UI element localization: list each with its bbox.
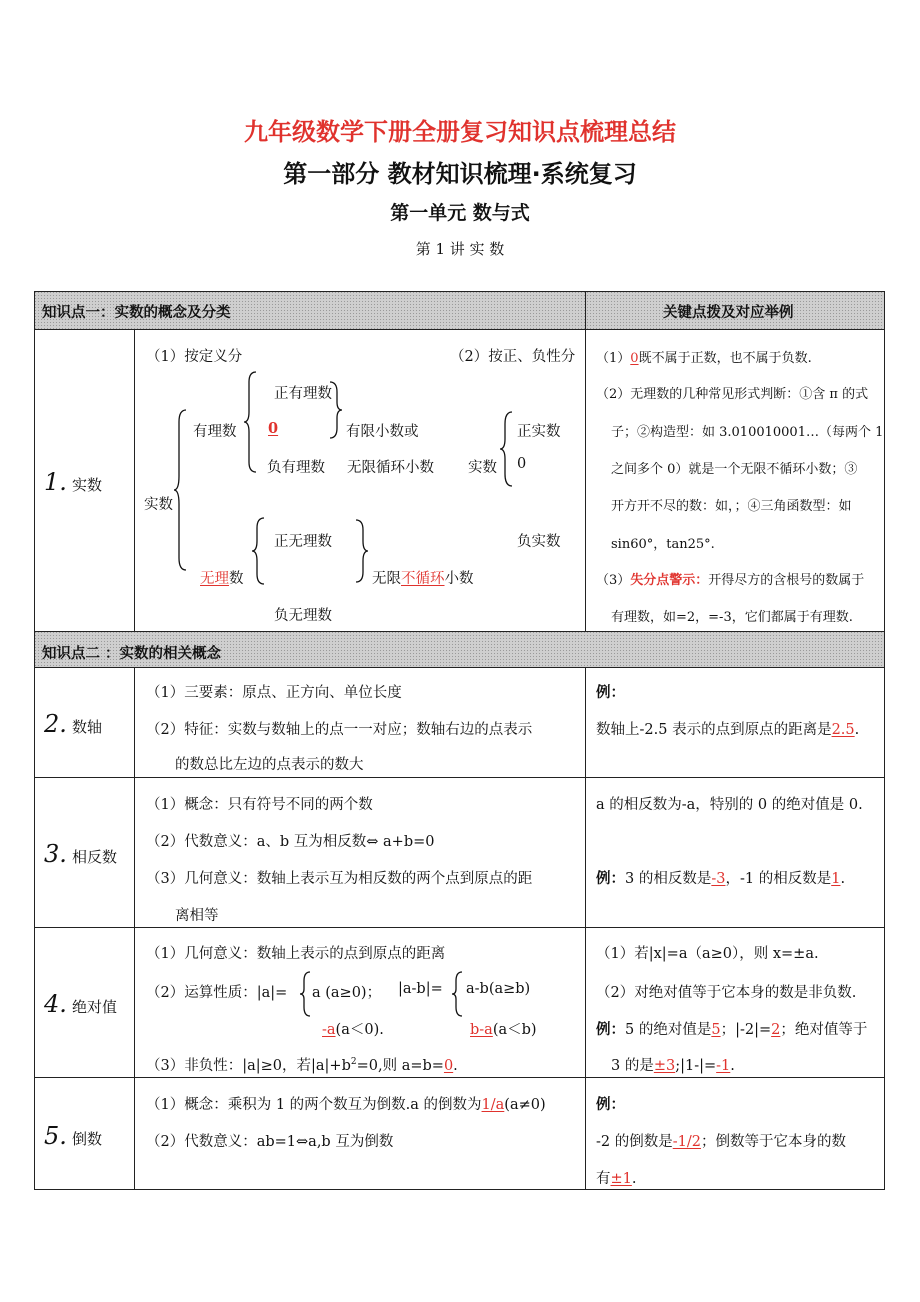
table-line <box>34 291 35 1190</box>
table-line <box>34 1189 885 1190</box>
nonneg-end: . <box>453 1058 458 1074</box>
table-line <box>585 291 586 631</box>
pos-real: 正实数 <box>517 424 561 440</box>
brace-rational-close <box>330 382 344 438</box>
reciprocal-example-l2 <box>596 1167 636 1188</box>
example-text: 数轴上-2.5 表示的点到原点的距离是 <box>596 722 832 738</box>
table-line <box>585 667 586 1190</box>
main-title: 九年级数学下册全册复习知识点梳理总结 <box>244 118 676 146</box>
unit-title: 第一单元 数与式 <box>390 202 530 224</box>
real-root: 实数 <box>144 497 173 513</box>
absolute-l2-pre: （2）运算性质：|a|= <box>146 985 288 1001</box>
number-line-l1: （1）三要素：原点、正方向、单位长度 <box>146 685 402 701</box>
row-label-opposite <box>44 840 117 868</box>
absolute-case2: a-b(a≥b) <box>466 981 531 997</box>
tip-2-line4: 开方开不尽的数：如，；④三角函数型：如 <box>611 499 852 514</box>
example-answer: 1 <box>831 871 841 887</box>
irrational <box>200 567 244 588</box>
tip-3-warning: 失分点警示： <box>630 573 709 588</box>
opposite-l3: （3）几何意义：数轴上表示互为相反数的两个点到原点的距 <box>146 871 533 887</box>
example-end: . <box>730 1058 735 1074</box>
table-line <box>34 927 885 928</box>
number-line-example <box>596 718 859 739</box>
reciprocal-l1 <box>146 1093 546 1114</box>
absolute-neg-a: -a <box>322 1022 336 1038</box>
opposite-example <box>596 867 845 888</box>
absolute-case1b <box>322 1018 384 1039</box>
tip-3-line2: 有理数，如=2，=-3，它们都属于有理数. <box>611 610 853 625</box>
table-line <box>884 291 885 1190</box>
reciprocal-example-l1 <box>596 1130 846 1151</box>
absolute-r1: （1）若|x|=a（a≥0），则 x=±a. <box>596 946 819 962</box>
pos-irrational: 正无理数 <box>274 534 332 550</box>
tip-1-red: 0 <box>630 351 639 366</box>
zero-sign: 0 <box>517 456 527 472</box>
row-number: 4. <box>44 990 67 1018</box>
tip-3-line1 <box>596 569 864 588</box>
non-repeating-red: 不循环 <box>401 571 445 587</box>
pos-rational: 正有理数 <box>274 386 332 402</box>
absolute-l1: （1）几何意义：数轴上表示的点到原点的距离 <box>146 946 446 962</box>
example-end: . <box>840 871 846 887</box>
example-end: . <box>854 722 860 738</box>
row-number: 3. <box>44 840 67 868</box>
reciprocal-cond: (a≠0) <box>504 1097 546 1113</box>
example-title: 例： <box>596 1021 625 1038</box>
table-line <box>34 631 885 632</box>
neg-rational: 负有理数 <box>267 460 325 476</box>
number-line-l3: 的数总比左边的点表示的数大 <box>175 757 364 773</box>
example-text: 3 的相反数是 <box>625 871 712 887</box>
row-label-number-line <box>44 710 102 738</box>
absolute-r2: （2）对绝对值等于它本身的数是非负数. <box>596 985 857 1001</box>
example-text: ;|1-|= <box>675 1058 717 1074</box>
finite-or: 有限小数或 <box>346 424 419 440</box>
reciprocal-text: （1）概念：乘积为 1 的两个数互为倒数.a 的倒数为 <box>146 1097 482 1113</box>
example-text: ；|-2|= <box>720 1022 772 1038</box>
absolute-case-cond: (a＜0). <box>335 1022 384 1038</box>
row-title: 实数 <box>72 476 103 494</box>
example-text: ；倒数等于它本身的数 <box>700 1134 846 1150</box>
irrational-red: 无理 <box>200 571 229 587</box>
rational: 有理数 <box>193 424 237 440</box>
by-definition-label: （1）按定义分 <box>146 349 243 365</box>
absolute-l4 <box>146 1054 458 1075</box>
row-number: 2. <box>44 710 67 738</box>
table-line <box>134 329 135 631</box>
row-label-real-number <box>44 468 102 496</box>
example-text: 有 <box>596 1171 611 1187</box>
row-number: 1. <box>44 468 67 496</box>
brace-real <box>174 410 188 570</box>
brace-sign <box>500 412 514 486</box>
neg-real: 负实数 <box>517 534 561 550</box>
opposite-l2: （2）代数意义：a、b 互为相反数⇔ a+b=0 <box>146 834 435 850</box>
brace-irrational <box>252 518 266 584</box>
brace-rational <box>244 372 258 472</box>
row-label-absolute <box>44 990 117 1018</box>
example-text: 3 的是 <box>611 1058 654 1074</box>
absolute-case1: a (a≥0)； <box>312 985 382 1001</box>
absolute-l2-mid: |a-b|= <box>398 981 443 997</box>
reciprocal-l2: （2）代数意义：ab=1⇔a,b 互为倒数 <box>146 1134 394 1150</box>
number-line-example-title: 例： <box>596 684 625 701</box>
section2-header-left: 知识点二 ：实数的相关概念 <box>42 645 222 662</box>
tip-3-post: 开得尽方的含根号的数属于 <box>708 573 865 588</box>
absolute-r4 <box>611 1054 735 1075</box>
part-title: 第一部分 教材知识梳理·系统复习 <box>283 160 637 188</box>
absolute-b-minus-a: b-a <box>470 1022 493 1038</box>
row-label-reciprocal <box>44 1122 102 1150</box>
section1-header-right: 关键点拨及对应举例 <box>663 304 794 321</box>
row-title: 绝对值 <box>72 998 118 1016</box>
example-answer: 2.5 <box>831 722 855 738</box>
row-number: 5. <box>44 1122 67 1150</box>
table-line <box>34 329 885 330</box>
by-sign-label: （2）按正、负性分 <box>450 349 576 365</box>
example-answer: ±1 <box>610 1171 632 1187</box>
example-answer: ±3 <box>653 1058 676 1074</box>
example-answer: 5 <box>711 1022 721 1038</box>
brace-irrational-close <box>356 520 370 582</box>
non-repeating-post: 小数 <box>444 571 474 587</box>
example-text: ；绝对值等于 <box>780 1022 868 1038</box>
nonneg-sup: 2 <box>350 1057 357 1068</box>
real-sign-root: 实数 <box>468 460 497 476</box>
example-text: -2 的倒数是 <box>596 1134 673 1150</box>
reciprocal-example-title: 例： <box>596 1096 625 1113</box>
non-repeating-pre: 无限 <box>372 571 401 587</box>
lecture-title: 第 1 讲 实 数 <box>415 240 505 258</box>
infinite-repeat: 无限循环小数 <box>347 460 434 476</box>
reciprocal-answer: 1/a <box>481 1097 505 1113</box>
nonneg-answer: 0 <box>443 1058 454 1074</box>
opposite-l1: （1）概念：只有符号不同的两个数 <box>146 797 373 813</box>
example-answer: -3 <box>711 871 726 887</box>
brace-abs-1 <box>300 972 312 1016</box>
tip-2-line2: 子；②构造型：如 3.010010001…（每两个 1 <box>611 425 884 440</box>
nonneg-text: （3）非负性：|a|≥0，若|a|+b <box>146 1058 351 1074</box>
table-line <box>34 1077 885 1078</box>
brace-abs-2 <box>452 972 464 1016</box>
table-line <box>34 777 885 778</box>
absolute-r3 <box>596 1018 867 1039</box>
example-text: ，-1 的相反数是 <box>725 871 832 887</box>
neg-irrational: 负无理数 <box>274 608 332 624</box>
row-title: 数轴 <box>72 718 103 736</box>
table-line <box>134 667 135 1190</box>
absolute-case-cond: (a＜b) <box>492 1022 537 1038</box>
table-line <box>34 667 885 668</box>
non-repeating <box>372 567 474 588</box>
tip-1 <box>596 347 812 366</box>
opposite-r1: a 的相反数为-a，特别的 0 的绝对值是 0. <box>596 797 863 813</box>
nonneg-text: =0,则 a=b= <box>356 1058 444 1074</box>
example-answer: -1 <box>716 1058 731 1074</box>
tip-3-pre: （3） <box>596 573 631 588</box>
opposite-l4: 离相等 <box>175 908 219 924</box>
example-end: . <box>631 1171 637 1187</box>
row-title: 相反数 <box>72 848 118 866</box>
example-title: 例： <box>596 870 625 887</box>
number-line-l2: （2）特征：实数与数轴上的点一一对应；数轴右边的点表示 <box>146 722 533 738</box>
irrational-tail: 数 <box>229 571 244 587</box>
tip-1-post: 既不属于正数，也不属于负数. <box>638 351 812 366</box>
row-title: 倒数 <box>72 1130 103 1148</box>
tip-2-line5: sin60°，tan25°. <box>611 537 715 552</box>
tip-2-line1: （2）无理数的几种常见形式判断：①含 π 的式 <box>596 387 869 402</box>
example-answer: 2 <box>771 1022 781 1038</box>
zero-definition: 0 <box>268 420 279 437</box>
example-answer: -1/2 <box>672 1134 701 1150</box>
table-line <box>34 291 885 292</box>
absolute-case2b <box>460 1018 537 1039</box>
tip-1-pre: （1） <box>596 351 631 366</box>
tip-2-line3: 之间多个 0）就是一个无限不循环小数；③ <box>611 462 858 477</box>
section1-header-left: 知识点一：实数的概念及分类 <box>42 304 231 321</box>
example-text: 5 的绝对值是 <box>625 1022 712 1038</box>
